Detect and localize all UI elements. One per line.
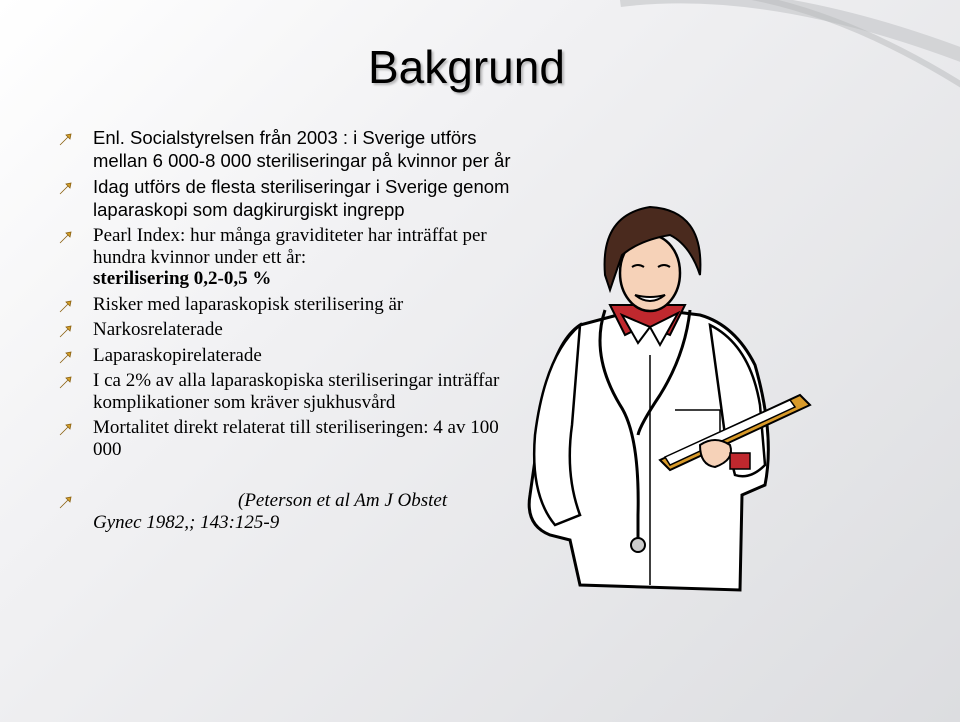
bullet-item xyxy=(58,225,528,290)
bullet-text: Mortalitet direkt relaterat till steriliseringen: 4 av 100 000 xyxy=(93,417,499,460)
bullet-text: Risker med laparaskopisk sterilisering är xyxy=(93,293,404,315)
reference-item xyxy=(58,490,528,533)
bullet-arrow-icon xyxy=(58,231,72,245)
pearl-index-value: sterilisering 0,2-0,5 % xyxy=(93,268,272,289)
bullet-arrow-icon xyxy=(58,496,72,510)
bullet-text: Pearl Index: hur många graviditeter har inträffat per hundra kvinnor under ett år: xyxy=(93,225,487,268)
bullet-text: Idag utförs de flesta steriliseringar i Sverige genom laparaskopi som dagkirurgiskt ingrepp xyxy=(93,176,510,220)
bullet-arrow-icon xyxy=(58,351,72,365)
bullet-text: Narkosrelaterade xyxy=(93,319,223,340)
bullet-arrow-icon xyxy=(58,133,72,147)
slide-title: Bakgrund xyxy=(368,41,565,93)
bullet-item xyxy=(58,370,528,413)
reference-line-1: (Peterson et al Am J Obstet xyxy=(238,490,448,511)
reference-line-2: Gynec 1982,; 143:125-9 xyxy=(93,511,280,533)
bullet-arrow-icon xyxy=(58,423,72,437)
bullet-item xyxy=(58,417,528,460)
bullet-item xyxy=(58,319,528,341)
bullet-item xyxy=(58,294,528,316)
bullet-arrow-icon xyxy=(58,300,72,314)
bullet-item xyxy=(58,176,528,221)
bullet-text: I ca 2% av alla laparaskopiska steriliseringar inträffar komplikationer som kräver sjukhusvård xyxy=(93,370,500,413)
bullet-text: Enl. Socialstyrelsen från 2003 : i Sverige utförs mellan 6 000-8 000 steriliseringar på kvinnor per år xyxy=(93,127,511,171)
bullet-arrow-icon xyxy=(58,325,72,339)
bullet-item xyxy=(58,345,528,367)
decorative-swoosh xyxy=(580,0,960,150)
bullet-item xyxy=(58,127,528,172)
doctor-clipart-icon xyxy=(510,195,820,595)
bullet-list xyxy=(58,127,528,537)
bullet-arrow-icon xyxy=(58,182,72,196)
bullet-arrow-icon xyxy=(58,376,72,390)
bullet-text: Laparaskopirelaterade xyxy=(93,344,262,366)
